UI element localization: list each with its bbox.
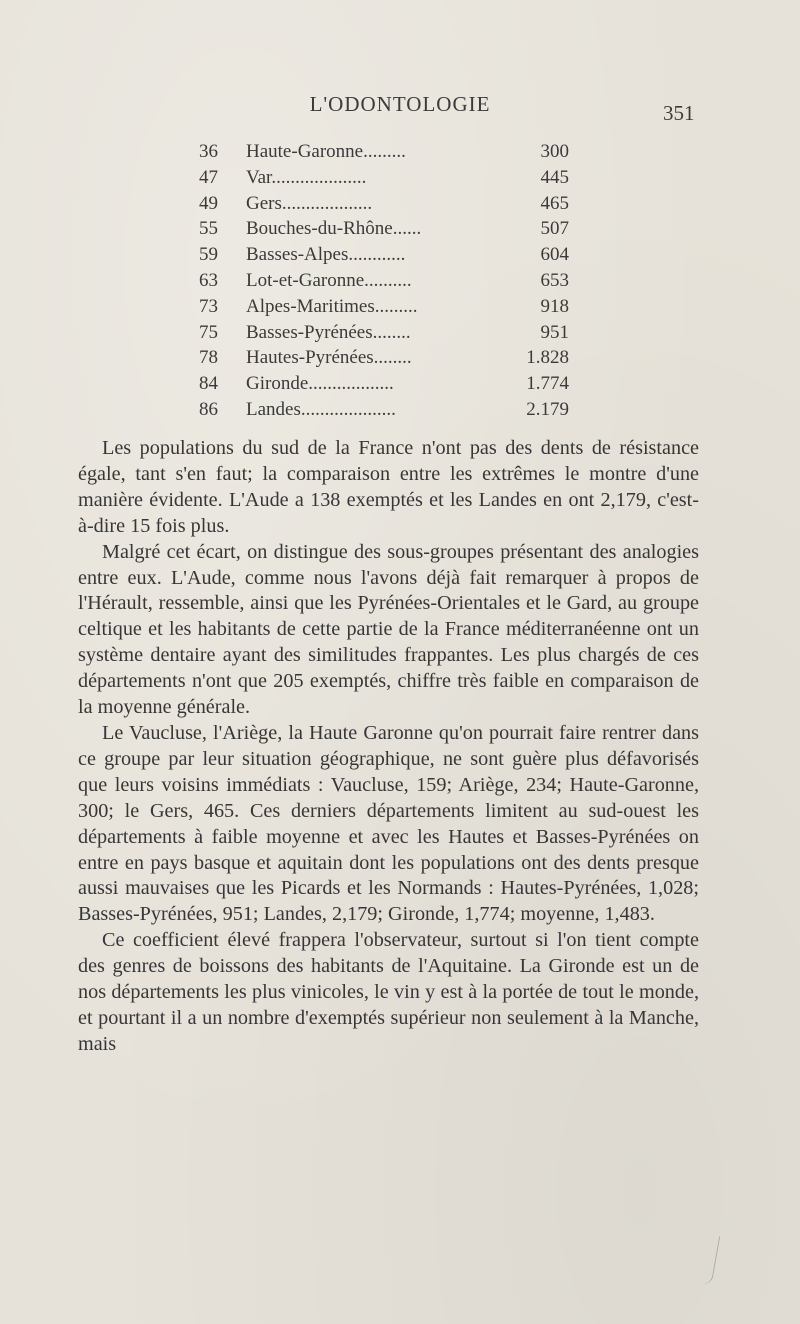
row-department: Basses-Pyrénées........ [246, 321, 411, 343]
row-value: 2.179 [526, 398, 569, 420]
row-value: 1.774 [526, 373, 569, 395]
table-row [199, 397, 579, 423]
table-row [199, 191, 579, 217]
row-rank: 47 [199, 166, 218, 188]
pencil-mark [701, 1234, 721, 1285]
body-text [78, 436, 699, 1058]
table-row [199, 216, 579, 242]
paragraph: Les populations du sud de la France n'ont pas des dents de résistance égale, tant s'en faut; la comparaison entre les extrêmes le montre d'une manière évidente. L'Aude a 138 exemptés et les Landes en ont 2,179, c'est-à-dire 15 fois plus. [78, 437, 699, 537]
paragraph: Malgré cet écart, on distingue des sous-groupes présentant des analogies entre eux. L'Aude, comme nous l'avons déjà fait remarquer à propos de l'Hérault, ressemble, ainsi que les Pyrénées-Orientales et le Gard, au groupe celtique et les habitants de cette partie de la France méditerranéenne ont un système dentaire ayant des similitudes frappantes. Les plus chargés de ces départements n'ont que 205 exemptés, chiffre très faible en comparaison de la moyenne générale. [78, 540, 699, 719]
row-rank: 59 [199, 244, 218, 266]
row-value: 445 [540, 166, 569, 188]
table-row [199, 345, 579, 371]
row-department: Hautes-Pyrénées........ [246, 347, 412, 369]
row-rank: 49 [199, 192, 218, 214]
paragraph: Ce coefficient élevé frappera l'observateur, surtout si l'on tient compte des genres de boissons des habitants de l'Aquitaine. La Gironde est un de nos départements les plus vinicoles, le vin y est à la portée de tout le monde, et pourtant il a un nombre d'exemptés supérieur non seulement à la Manche, mais [78, 929, 699, 1055]
row-value: 604 [540, 244, 569, 266]
row-department: Haute-Garonne......... [246, 141, 406, 162]
row-department: Gers................... [246, 192, 373, 214]
row-value: 918 [540, 295, 569, 317]
row-rank: 55 [199, 218, 218, 240]
table-row [199, 371, 579, 397]
row-rank: 73 [199, 295, 218, 317]
running-title: L'ODONTOLOGIE [309, 92, 491, 116]
row-rank: 86 [199, 398, 218, 420]
table-row [199, 320, 579, 346]
row-rank: 36 [199, 141, 218, 162]
table-row [199, 242, 579, 268]
row-value: 951 [540, 321, 569, 343]
table-row [199, 139, 579, 165]
departments-table [199, 139, 579, 423]
row-value: 507 [540, 218, 569, 240]
row-rank: 63 [199, 269, 218, 291]
row-value: 1.828 [526, 347, 569, 369]
row-department: Var.................... [246, 166, 367, 188]
paragraph: Le Vaucluse, l'Ariège, la Haute Garonne qu'on pourrait faire rentrer dans ce groupe par leur situation géographique, ne sont guère plus défavorisés que leurs voisins immédiats : Vaucluse, 159; Ariège, 234; Haute-Garonne, 300; le Gers, 465. Ces derniers départements limitent au sud-ouest les départements à faible moyenne et avec les Hautes et Basses-Pyrénées on entre en pays basque et aquitain dont les populations ont des dents presque aussi mauvaises que les Picards et les Normands : Hautes-Pyrénées, 1,028; Basses-Pyrénées, 951; Landes, 2,179; Gironde, 1,774; moyenne, 1,483. [78, 721, 699, 926]
row-value: 653 [540, 269, 569, 291]
row-value: 465 [540, 192, 569, 214]
table-row [199, 294, 579, 320]
row-value: 300 [540, 141, 569, 162]
row-department: Landes.................... [246, 398, 396, 420]
row-rank: 78 [199, 347, 218, 369]
page-number: 351 [663, 101, 695, 125]
row-rank: 75 [199, 321, 218, 343]
row-department: Lot-et-Garonne.......... [246, 269, 412, 291]
row-department: Gironde.................. [246, 373, 394, 395]
row-department: Bouches-du-Rhône...... [246, 218, 422, 240]
table-row [199, 268, 579, 294]
row-department: Alpes-Maritimes......... [246, 295, 418, 317]
row-department: Basses-Alpes............ [246, 244, 406, 266]
row-rank: 84 [199, 373, 218, 395]
table-row [199, 165, 579, 191]
